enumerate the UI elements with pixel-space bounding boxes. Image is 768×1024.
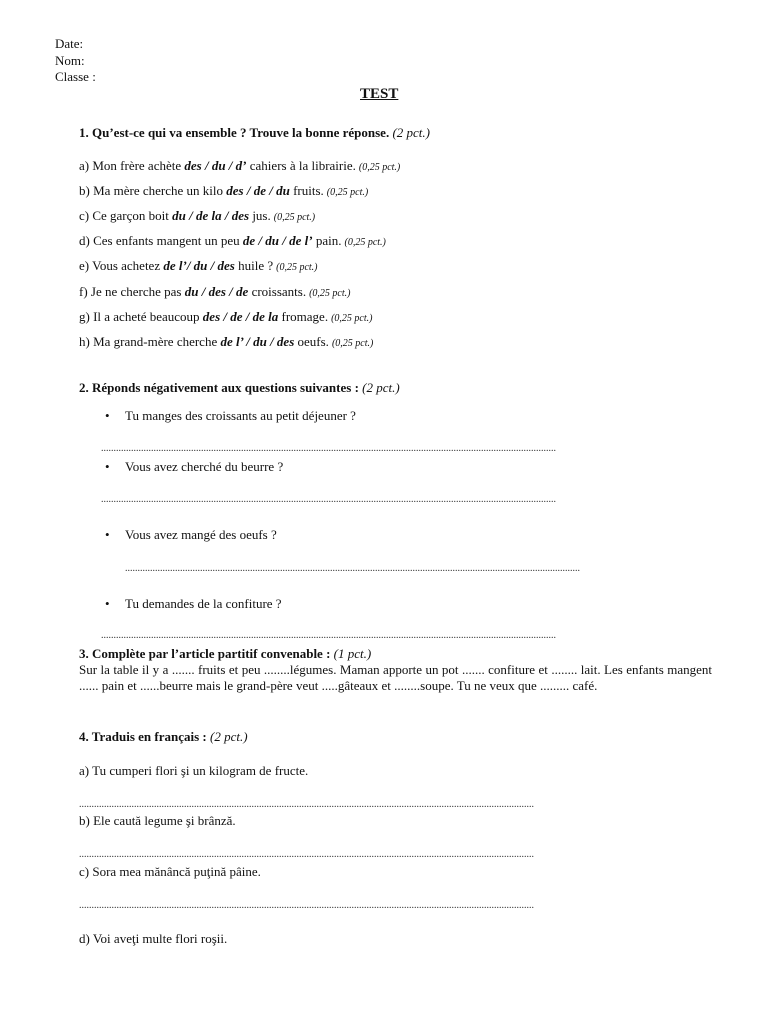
s1-item-pre: f) Je ne cherche pas <box>79 284 185 299</box>
s1-item-g <box>79 309 372 325</box>
s4-item-d: d) Voi aveţi multe flori roşii. <box>79 931 228 946</box>
s1-item-pre: c) Ce garçon boit <box>79 208 173 223</box>
section-4-heading <box>79 729 248 745</box>
s1-item-c <box>79 208 315 224</box>
section-2-title: 2. Réponds négativement aux questions suivantes : <box>79 380 359 395</box>
s1-item-f <box>79 284 350 300</box>
section-1-heading <box>79 125 430 141</box>
s1-item-post: fromage. <box>278 309 329 324</box>
s1-item-pre: g) Il a acheté beaucoup <box>79 309 203 324</box>
s1-item-post: pain. <box>312 233 342 248</box>
answer-line[interactable]: ...................................................................................................................................................................................... <box>101 630 556 641</box>
section-1-title: 1. Qu’est-ce qui va ensemble ? Trouve la bonne réponse. <box>79 125 390 140</box>
s1-item-points: (0,25 pct.) <box>358 162 401 173</box>
answer-line[interactable]: ...................................................................................................................................................................................... <box>79 849 534 860</box>
answer-line[interactable]: ...................................................................................................................................................................................... <box>101 494 556 505</box>
s1-item-points: (0,25 pct.) <box>331 313 373 324</box>
s1-item-choice: du / des / de <box>184 284 249 299</box>
section-2-heading <box>79 380 400 396</box>
s1-item-choice: de / du / de l’ <box>242 233 313 248</box>
answer-line[interactable]: ...................................................................................................................................................................................... <box>79 900 534 911</box>
section-1-points: (2 pct.) <box>392 125 430 140</box>
s1-item-choice: de l’/ du / des <box>163 258 235 273</box>
s1-item-pre: d) Ces enfants mangent un peu <box>79 233 243 248</box>
s1-item-post: jus. <box>249 208 271 223</box>
s1-item-points: (0,25 pct.) <box>309 288 351 299</box>
s1-item-points: (0,25 pct.) <box>344 237 386 248</box>
s1-item-choice: des / de / de la <box>202 309 279 324</box>
s1-item-points: (0,25 pct.) <box>331 338 374 349</box>
s1-item-choice: du / de la / des <box>172 208 250 223</box>
s1-item-post: fruits. <box>289 183 324 198</box>
page-title: TEST <box>360 86 399 102</box>
s1-item-h <box>79 334 373 350</box>
s4-item-c: c) Sora mea mănâncă puţină pâine. <box>79 864 261 879</box>
s1-item-post: oeufs. <box>294 334 329 349</box>
section-2-points: (2 pct.) <box>362 380 400 395</box>
bullet-icon: • <box>105 596 110 611</box>
s1-item-pre: a) Mon frère achète <box>79 158 185 173</box>
section-4-title: 4. Traduis en français : <box>79 729 207 744</box>
section-3-heading <box>79 646 371 662</box>
name-label: Nom: <box>55 53 85 68</box>
s1-item-d <box>79 233 386 249</box>
s1-item-choice: de l’ / du / des <box>220 334 295 349</box>
s2-question-2 <box>105 459 284 475</box>
s1-item-choice: des / du / d’ <box>184 158 247 173</box>
s1-item-e <box>79 258 318 274</box>
section-4-points: (2 pct.) <box>209 729 248 744</box>
s1-item-points: (0,25 pct.) <box>326 187 369 198</box>
answer-line[interactable]: ...................................................................................................................................................................................... <box>125 563 580 574</box>
class-label: Classe : <box>55 69 96 84</box>
s1-item-post: cahiers à la librairie. <box>246 158 356 173</box>
section-3-title: 3. Complète par l’article partitif convenable : <box>79 646 331 661</box>
s1-item-b <box>79 183 368 199</box>
answer-line[interactable]: ...................................................................................................................................................................................... <box>101 443 556 454</box>
date-label: Date: <box>55 36 84 51</box>
s2-question-text: Tu demandes de la confiture ? <box>125 596 282 611</box>
s1-item-pre: h) Ma grand-mère cherche <box>79 334 221 349</box>
bullet-icon: • <box>105 459 110 474</box>
s2-question-4 <box>105 596 282 612</box>
bullet-icon: • <box>105 527 110 542</box>
s2-question-text: Vous avez cherché du beurre ? <box>125 459 284 474</box>
s4-item-a: a) Tu cumperi flori şi un kilogram de fructe. <box>79 763 309 778</box>
s1-item-post: croissants. <box>248 284 307 299</box>
s1-item-choice: des / de / du <box>226 183 290 198</box>
bullet-icon: • <box>105 408 110 423</box>
s2-question-1 <box>105 408 356 424</box>
s1-item-post: huile ? <box>234 258 274 273</box>
section-3-points: (1 pct.) <box>333 646 372 661</box>
s4-item-b: b) Ele caută legume şi brânză. <box>79 813 236 828</box>
s1-item-pre: e) Vous achetez <box>79 258 164 273</box>
s2-question-text: Tu manges des croissants au petit déjeuner ? <box>125 408 356 423</box>
s1-item-a <box>79 158 400 174</box>
s1-item-points: (0,25 pct.) <box>276 262 318 273</box>
section-3-paragraph: Sur la table il y a ....... fruits et peu ........légumes. Maman apporte un pot ....... confiture et ........ lait. Les enfants mangent ...... pain et ......beurre mais le grand-père veut .....gâteaux et ........soupe. Tu ne veux que ......... café. <box>79 662 712 693</box>
answer-line[interactable]: ...................................................................................................................................................................................... <box>79 799 534 810</box>
s2-question-3 <box>105 527 277 543</box>
s1-item-points: (0,25 pct.) <box>273 212 316 223</box>
s1-item-pre: b) Ma mère cherche un kilo <box>79 183 227 198</box>
s2-question-text: Vous avez mangé des oeufs ? <box>125 527 277 542</box>
